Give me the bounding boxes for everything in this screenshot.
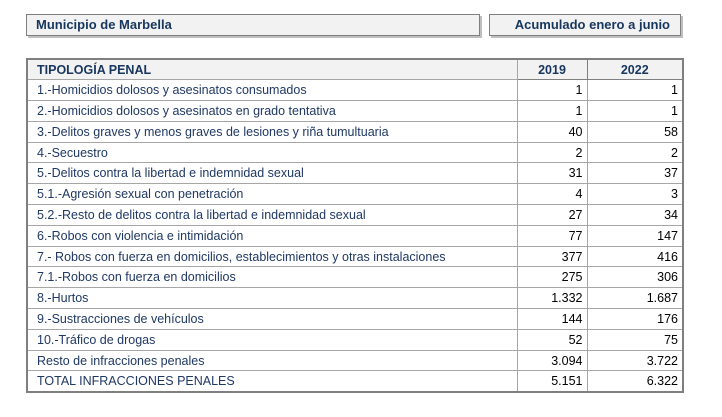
row-label: 5.-Delitos contra la libertad e indemnidad sexual (27, 163, 517, 184)
value-2019: 52 (517, 329, 587, 350)
table-row (27, 309, 683, 330)
row-label: Resto de infracciones penales (27, 350, 517, 371)
row-label: 10.-Tráfico de drogas (27, 329, 517, 350)
value-2022: 1.687 (587, 288, 683, 309)
table-row (27, 246, 683, 267)
value-2022: 6.322 (587, 371, 683, 392)
value-2022: 3.722 (587, 350, 683, 371)
table-row (27, 184, 683, 205)
value-2022: 37 (587, 163, 683, 184)
table-row (27, 142, 683, 163)
value-2022: 2 (587, 142, 683, 163)
table-row (27, 288, 683, 309)
crime-statistics-table (26, 58, 684, 393)
row-label: 2.-Homicidios dolosos y asesinatos en grado tentativa (27, 101, 517, 122)
row-label: 7.- Robos con fuerza en domicilios, establecimientos y otras instalaciones (27, 246, 517, 267)
value-2019: 40 (517, 121, 587, 142)
table-row (27, 225, 683, 246)
table-row (27, 101, 683, 122)
row-label: 8.-Hurtos (27, 288, 517, 309)
row-label: 6.-Robos con violencia e intimidación (27, 225, 517, 246)
row-label: 5.2.-Resto de delitos contra la libertad e indemnidad sexual (27, 205, 517, 226)
row-label: TOTAL INFRACCIONES PENALES (27, 371, 517, 392)
value-2019: 1 (517, 101, 587, 122)
value-2019: 377 (517, 246, 587, 267)
value-2019: 275 (517, 267, 587, 288)
row-label: 5.1.-Agresión sexual con penetración (27, 184, 517, 205)
table-row (27, 121, 683, 142)
table-row (27, 267, 683, 288)
column-header-typology: TIPOLOGÍA PENAL (27, 59, 517, 80)
municipality-title: Municipio de Marbella (26, 14, 480, 36)
value-2019: 31 (517, 163, 587, 184)
value-2019: 2 (517, 142, 587, 163)
value-2019: 5.151 (517, 371, 587, 392)
table-row (27, 163, 683, 184)
value-2022: 176 (587, 309, 683, 330)
table-header-row (27, 59, 683, 80)
value-2022: 58 (587, 121, 683, 142)
value-2019: 144 (517, 309, 587, 330)
value-2019: 1.332 (517, 288, 587, 309)
value-2019: 77 (517, 225, 587, 246)
value-2022: 306 (587, 267, 683, 288)
value-2019: 27 (517, 205, 587, 226)
row-label: 3.-Delitos graves y menos graves de lesiones y riña tumultuaria (27, 121, 517, 142)
value-2022: 1 (587, 80, 683, 101)
row-label: 1.-Homicidios dolosos y asesinatos consumados (27, 80, 517, 101)
value-2019: 1 (517, 80, 587, 101)
value-2022: 147 (587, 225, 683, 246)
table-row (27, 329, 683, 350)
value-2019: 4 (517, 184, 587, 205)
table-row (27, 371, 683, 392)
row-label: 9.-Sustracciones de vehículos (27, 309, 517, 330)
column-header-2022: 2022 (587, 59, 683, 80)
value-2022: 3 (587, 184, 683, 205)
value-2022: 416 (587, 246, 683, 267)
value-2022: 1 (587, 101, 683, 122)
table-row (27, 205, 683, 226)
row-label: 7.1.-Robos con fuerza en domicilios (27, 267, 517, 288)
row-label: 4.-Secuestro (27, 142, 517, 163)
period-title: Acumulado enero a junio (489, 14, 681, 36)
value-2022: 34 (587, 205, 683, 226)
table-row (27, 80, 683, 101)
value-2022: 75 (587, 329, 683, 350)
value-2019: 3.094 (517, 350, 587, 371)
table-row (27, 350, 683, 371)
column-header-2019: 2019 (517, 59, 587, 80)
